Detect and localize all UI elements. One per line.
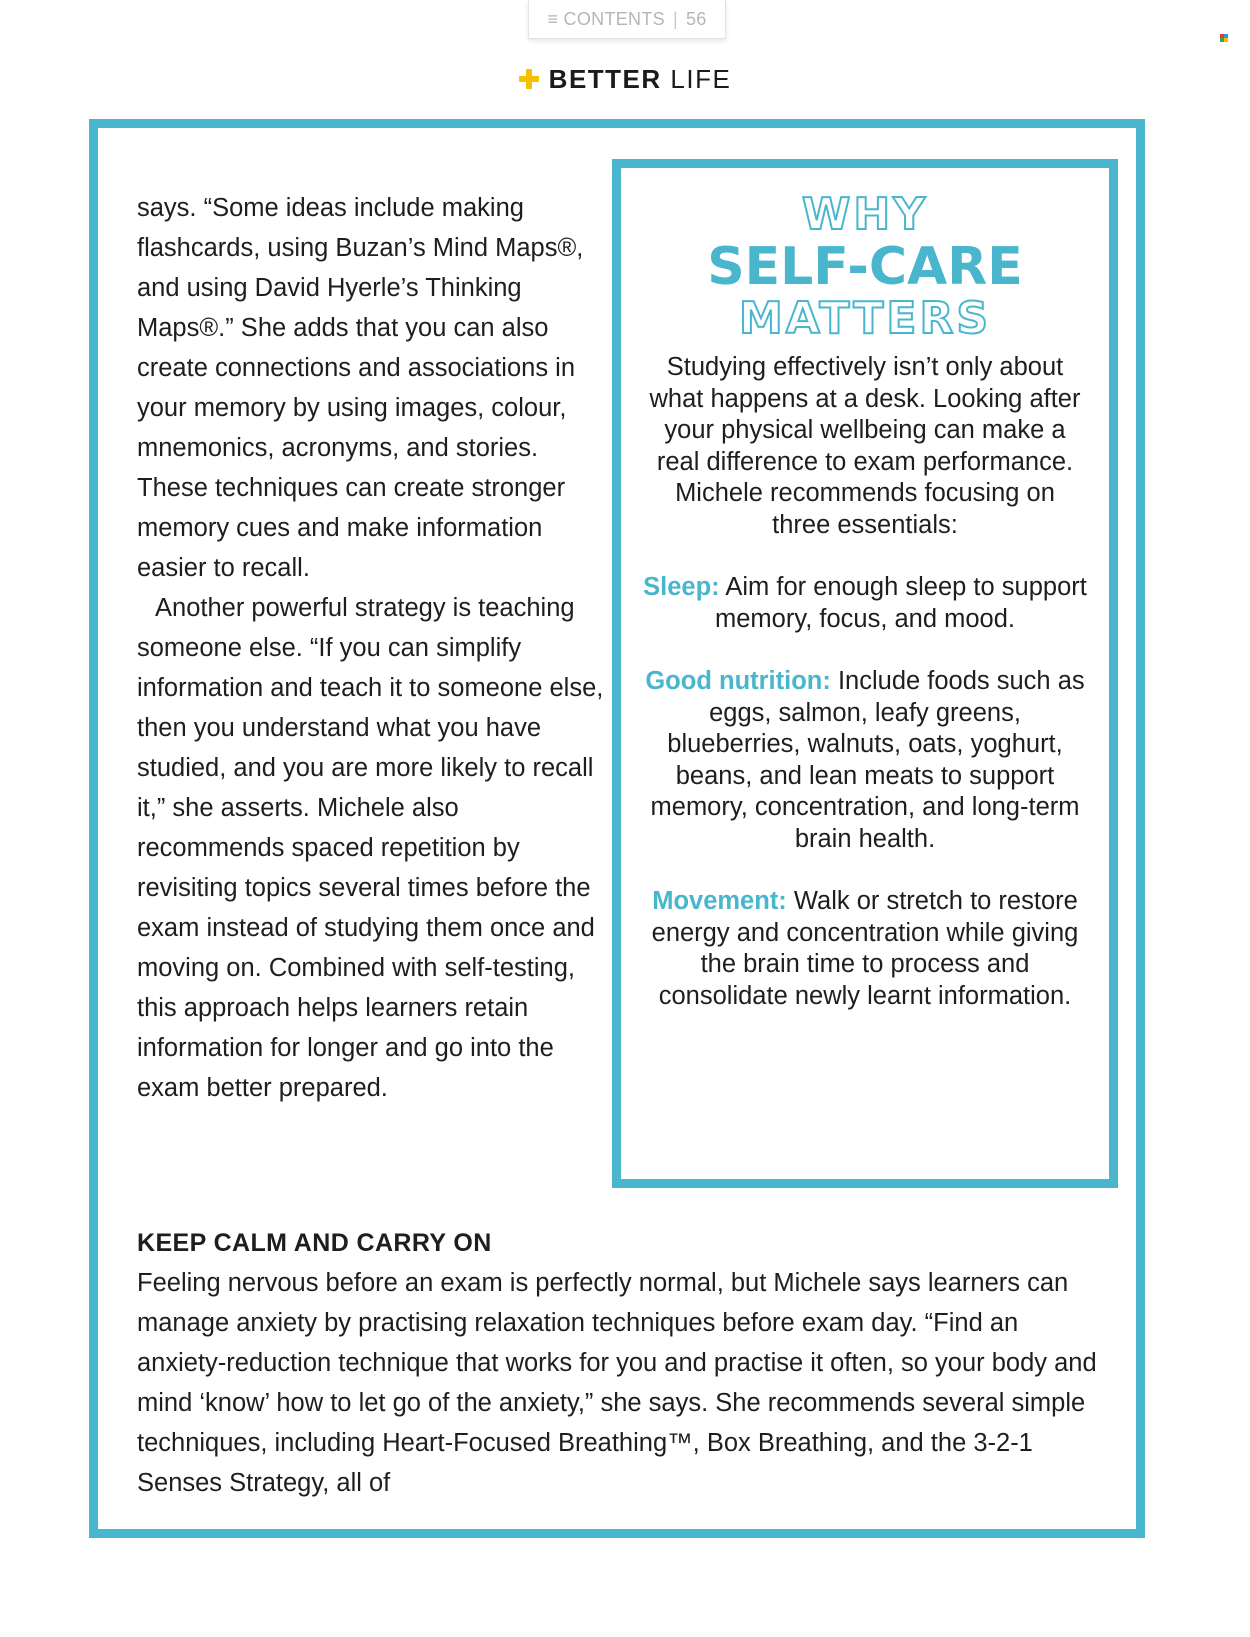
sidebar-item-label: Movement: [652,887,787,915]
sidebar-item-text: Include foods such as eggs, salmon, leafy greens, blueberries, walnuts, oats, yoghurt, beans, and lean meats to support memory, concentration, and long-term brain health. [650,667,1085,853]
sidebar-intro: Studying effectively isn’t only about what happens at a desk. Looking after your physical wellbeing can make a real difference to exam performance. Michele recommends focusing on three essentials: [649,353,1081,539]
sidebar-title [621,190,1109,344]
section-title-bold: BETTER [548,64,662,94]
plus-icon [519,69,539,89]
sidebar-item-label: Good nutrition: [645,667,831,695]
sidebar-item-sleep [643,572,1087,635]
contents-label: ≡ CONTENTS [547,8,665,29]
body-paragraph: Another powerful strategy is teaching someone else. “If you can simplify information and teach it to someone else, then you understand what you have studied, and you are more likely to recall it,” she asserts. Michele also recommends spaced repetition by revisiting topics several times before the exam instead of studying them once and moving on. Combined with self-testing, this approach helps learners retain information for longer and go into the exam better prepared. [137,594,604,1102]
left-column [137,188,607,1108]
divider: | [672,8,678,29]
section-heading: KEEP CALM AND CARRY ON [137,1229,492,1257]
sidebar-item-text: Walk or stretch to restore energy and concentration while giving the brain time to process and consolidate newly learnt information. [651,887,1079,1010]
body-paragraph: Feeling nervous before an exam is perfectly normal, but Michele says learners can manage anxiety by practising relaxation techniques before exam day. “Find an anxiety-reduction technique that works for you and practise it often, so your body and mind ‘know’ how to let go of the anxiety,” she says. She recommends several simple techniques, including Heart-Focused Breathing™, Box Breathing, and the 3-2-1 Senses Strategy, all of [137,1269,1097,1497]
self-care-sidebar [612,159,1118,1188]
sidebar-item-label: Sleep: [643,573,720,601]
sidebar-item-nutrition [643,666,1087,855]
sidebar-title-main: SELF-CARE [707,237,1023,297]
sidebar-title-bottom: MATTERS [738,293,992,344]
body-paragraph: says. “Some ideas include making flashcards, using Buzan’s Mind Maps®, and using David Hyerle’s Thinking Maps®.” She adds that you can also create connections and associations in your memory by using images, colour, mnemonics, acronyms, and stories. These techniques can create stronger memory cues and make information easier to recall. [137,194,584,582]
sidebar-title-top: WHY [801,189,929,240]
sidebar-item-text: Aim for enough sleep to support memory, focus, and mood. [715,573,1087,633]
page-number: 56 [685,8,707,29]
bottom-section [137,1223,1097,1503]
sidebar-item-movement [643,886,1087,1012]
section-title-light: LIFE [670,64,732,94]
corner-mark-icon [1220,34,1228,42]
contents-button[interactable] [528,0,726,39]
section-header [0,64,1250,95]
